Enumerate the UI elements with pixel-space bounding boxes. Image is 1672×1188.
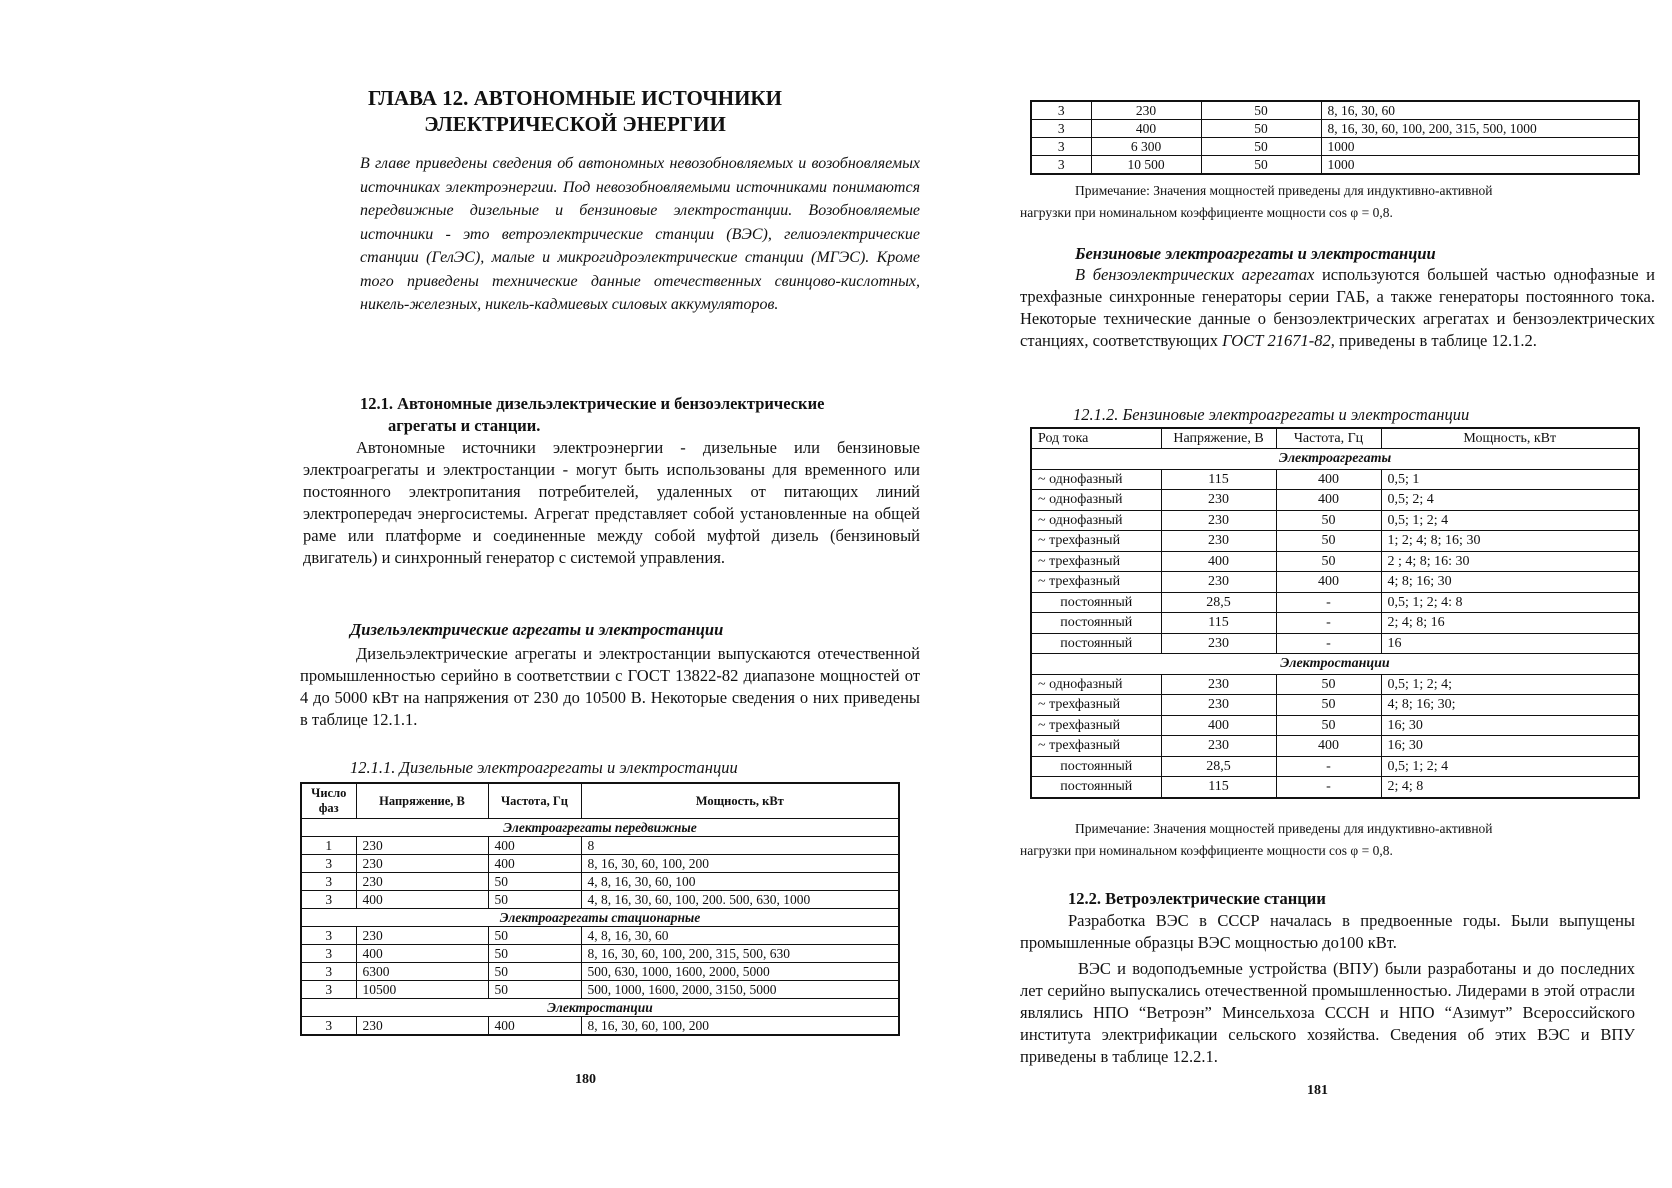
cell: - [1276,613,1381,634]
group-label: Электроагрегаты стационарные [301,909,899,927]
cell: 50 [1276,695,1381,716]
cell: 4; 8; 16; 30; [1381,695,1639,716]
table-row [301,873,899,891]
cell: ~ однофазный [1031,674,1161,695]
table-row [301,1017,899,1036]
cell: 3 [1031,120,1091,138]
cell: 50 [1201,156,1321,175]
table-row [301,927,899,945]
cell: 230 [1091,101,1201,120]
note-2-line1: Примечание: Значения мощностей приведены для индуктивно-активной [1075,821,1493,836]
chapter-title-line2: ЭЛЕКТРИЧЕСКОЙ ЭНЕРГИИ [424,112,726,136]
cell: 115 [1161,777,1276,798]
cell: 3 [301,963,356,981]
cell: - [1276,633,1381,654]
cell: 8, 16, 30, 60, 100, 200, 315, 500, 630 [581,945,899,963]
table-row [1031,756,1639,777]
cell: 4; 8; 16; 30 [1381,572,1639,593]
table-row [1031,551,1639,572]
cell: 50 [488,927,581,945]
group-row [1031,449,1639,470]
cell: 1; 2; 4; 8; 16; 30 [1381,531,1639,552]
cell: 50 [488,891,581,909]
petrol-text-end: приведены в таблице 12.1.2. [1334,331,1537,350]
chapter-intro: В главе приведены сведения об автономных невозобновляемых и возобновляемых источниках электроэнергии. Под невозобновляемыми источниками понимаются передвижные дизельные и бензиновые электростанции. Возобновляемые источники - это ветроэлектрические станции (ВЭС), гелиоэлектрические станции (ГелЭС), малые и микрогидроэлектрические станции (МГЭС). Кроме того приведены технические данные отечественных свинцово-кислотных, никель-железных, никель-кадмиевых силовых аккумуляторов. [360,155,920,313]
cell: 230 [356,873,488,891]
cell: 1000 [1321,138,1639,156]
section-12-1-heading [360,393,920,437]
cell: 0,5; 1 [1381,469,1639,490]
cell: 500, 1000, 1600, 2000, 3150, 5000 [581,981,899,999]
cell: 3 [301,855,356,873]
cell: 16; 30 [1381,736,1639,757]
cell: 400 [1091,120,1201,138]
cell: 115 [1161,469,1276,490]
cell: 50 [1201,120,1321,138]
diesel-subtitle: Дизельэлектрические агрегаты и электростанции [350,620,724,639]
cell: 50 [488,981,581,999]
cell: ~ однофазный [1031,469,1161,490]
table-12-1-2 [1030,427,1640,799]
cell: ~ трехфазный [1031,695,1161,716]
header-power: Мощность, кВт [1381,428,1639,449]
cell: - [1276,592,1381,613]
cell: 0,5; 1; 2; 4; [1381,674,1639,695]
cell: ~ трехфазный [1031,715,1161,736]
table-row [1031,120,1639,138]
section-12-1-title-line2: агрегаты и станции. [388,416,541,435]
cell: 3 [301,945,356,963]
cell: 500, 630, 1000, 1600, 2000, 5000 [581,963,899,981]
cell: 8, 16, 30, 60, 100, 200 [581,1017,899,1036]
cell: постоянный [1031,633,1161,654]
page-number-left: 180 [575,1072,596,1087]
cell: 2 ; 4; 8; 16: 30 [1381,551,1639,572]
cell: 230 [1161,695,1276,716]
cell: 28,5 [1161,756,1276,777]
cell: 400 [356,891,488,909]
cell: 6 300 [1091,138,1201,156]
table-header-row [301,783,899,819]
table-row [301,963,899,981]
table-header-row [1031,428,1639,449]
cell: 10 500 [1091,156,1201,175]
table-row [1031,138,1639,156]
table-row [1031,490,1639,511]
table-row [301,891,899,909]
cell: 400 [488,1017,581,1036]
group-row [301,999,899,1017]
cell: ~ трехфазный [1031,551,1161,572]
cell: ~ трехфазный [1031,736,1161,757]
table-note-1 [1020,180,1660,224]
cell: ~ однофазный [1031,490,1161,511]
petrol-text-gost: ГОСТ 21671-82, [1222,331,1335,350]
cell: 230 [1161,572,1276,593]
section-12-2-paragraph-2: ВЭС и водоподъемные устройства (ВПУ) были разработаны и до последних лет серийно выпускались отечественной промышленностью. Лидерами в этой отрасли являлись НПО “Ветроэн” Минсельхоза СССН и НПО “Азимут” Всероссийского института электрификации сельского хозяйства. Сведения об этих ВЭС и ВПУ приведены в таблице 12.2.1. [1020,959,1635,1066]
header-phases: Число фаз [301,783,356,819]
cell: 3 [301,981,356,999]
cell: ~ трехфазный [1031,531,1161,552]
cell: 230 [356,1017,488,1036]
note-1-line2: нагрузки при номинальном коэффициенте мощности cos φ = 0,8. [1020,205,1393,220]
cell: 50 [488,945,581,963]
petrol-text-lead: В бензоэлектрических агрегатах [1075,265,1315,284]
cell: 6300 [356,963,488,981]
cell: 230 [356,837,488,855]
cell: 3 [301,873,356,891]
cell: 4, 8, 16, 30, 60, 100, 200. 500, 630, 1000 [581,891,899,909]
cell: 230 [1161,490,1276,511]
table-row [1031,156,1639,175]
note-2-line2: нагрузки при номинальном коэффициенте мощности cos φ = 0,8. [1020,843,1393,858]
cell: 50 [1276,674,1381,695]
cell: 3 [1031,101,1091,120]
diesel-text: Дизельэлектрические агрегаты и электростанции выпускаются отечественной промышленностью серийно в соответствии с ГОСТ 13822-82 диапазоне мощностей от 4 до 5000 кВт на напряжения от 230 до 10500 В. Некоторые сведения о них приведены в таблице 12.1.1. [300,644,920,729]
table-row [301,837,899,855]
cell: 3 [1031,156,1091,175]
note-1-line1: Примечание: Значения мощностей приведены для индуктивно-активной [1075,183,1493,198]
group-label: Электростанции [1031,654,1639,675]
cell: 400 [1161,715,1276,736]
cell: 115 [1161,613,1276,634]
cell: - [1276,777,1381,798]
table-note-2 [1020,818,1660,862]
table-row [1031,613,1639,634]
cell: постоянный [1031,592,1161,613]
petrol-text [1020,264,1655,352]
cell: 50 [1276,531,1381,552]
chapter-title-line1: ГЛАВА 12. АВТОНОМНЫЕ ИСТОЧНИКИ [368,86,782,110]
table-row [301,981,899,999]
cell: 3 [301,1017,356,1036]
cell: 3 [301,891,356,909]
table-row [1031,674,1639,695]
cell: 230 [356,855,488,873]
cell: 50 [488,873,581,891]
group-row [301,909,899,927]
cell: 50 [488,963,581,981]
petrol-subtitle: Бензиновые электроагрегаты и электростанции [1075,244,1436,263]
cell: 0,5; 1; 2; 4: 8 [1381,592,1639,613]
section-12-1-title-line1: 12.1. Автономные дизельэлектрические и бензоэлектрические [360,394,825,413]
cell: 50 [1276,510,1381,531]
cell: 4, 8, 16, 30, 60 [581,927,899,945]
chapter-title [365,85,785,137]
cell: 230 [356,927,488,945]
cell: 28,5 [1161,592,1276,613]
cell: постоянный [1031,613,1161,634]
cell: 50 [1201,138,1321,156]
cell: постоянный [1031,756,1161,777]
table-12-1-2-caption: 12.1.2. Бензиновые электроагрегаты и электростанции [1073,405,1470,424]
petrol-text-rest: используются большей частью однофазные и трехфазные синхронные генераторы серии ГАБ, а также генераторы постоянного тока. Некоторые технические данные о бензоэлектрических агрегатах и бензоэлектрических станциях, соответствующих [1020,265,1655,350]
group-label: Электроагрегаты [1031,449,1639,470]
table-row [1031,101,1639,120]
cell: 2; 4; 8; 16 [1381,613,1639,634]
table-row [1031,531,1639,552]
header-power: Мощность, кВт [581,783,899,819]
cell: 400 [356,945,488,963]
group-row [301,819,899,837]
table-row [301,945,899,963]
header-voltage: Напряжение, В [1161,428,1276,449]
cell: 230 [1161,510,1276,531]
page-number-right: 181 [1307,1083,1328,1098]
table-row [1031,777,1639,798]
cell: 8 [581,837,899,855]
cell: 8, 16, 30, 60, 100, 200, 315, 500, 1000 [1321,120,1639,138]
table-row [1031,510,1639,531]
cell: 4, 8, 16, 30, 60, 100 [581,873,899,891]
table-12-1-1-continued [1030,100,1640,175]
cell: 50 [1276,715,1381,736]
cell: 1 [301,837,356,855]
cell: 8, 16, 30, 60, 100, 200 [581,855,899,873]
table-row [1031,572,1639,593]
header-current-type: Род тока [1031,428,1161,449]
table-row [1031,695,1639,716]
table-row [1031,633,1639,654]
group-row [1031,654,1639,675]
cell: 400 [488,855,581,873]
header-frequency: Частота, Гц [488,783,581,819]
cell: 10500 [356,981,488,999]
cell: постоянный [1031,777,1161,798]
cell: 3 [1031,138,1091,156]
cell: 400 [1276,490,1381,511]
table-row [1031,715,1639,736]
cell: 0,5; 2; 4 [1381,490,1639,511]
cell: 1000 [1321,156,1639,175]
table-12-1-1 [300,782,900,1036]
cell: 0,5; 1; 2; 4 [1381,756,1639,777]
cell: 400 [1276,572,1381,593]
header-voltage: Напряжение, В [356,783,488,819]
table-row [1031,736,1639,757]
cell: 2; 4; 8 [1381,777,1639,798]
cell: ~ однофазный [1031,510,1161,531]
section-12-2-heading: 12.2. Ветроэлектрические станции [1068,889,1326,908]
section-12-1-text: Автономные источники электроэнергии - дизельные или бензиновые электроагрегаты и электростанции - могут быть использованы для временного или постоянного электропитания потребителей, удаленных от питающих линий электропередач энергосистемы. Агрегат представляет собой установленные на общей раме или платформе и соединенные между собой муфтой дизель (бензиновый двигатель) и синхронный генератор с системой управления. [303,438,920,567]
cell: 230 [1161,674,1276,695]
cell: 8, 16, 30, 60 [1321,101,1639,120]
cell: - [1276,756,1381,777]
cell: 16; 30 [1381,715,1639,736]
cell: 50 [1276,551,1381,572]
cell: 0,5; 1; 2; 4 [1381,510,1639,531]
table-row [1031,469,1639,490]
group-label: Электростанции [301,999,899,1017]
table-row [1031,592,1639,613]
cell: 400 [1276,469,1381,490]
cell: 16 [1381,633,1639,654]
section-12-2-paragraph-1: Разработка ВЭС в СССР началась в предвоенные годы. Были выпущены промышленные образцы ВЭС мощностью до100 кВт. [1020,911,1635,952]
cell: 50 [1201,101,1321,120]
cell: ~ трехфазный [1031,572,1161,593]
cell: 230 [1161,633,1276,654]
cell: 400 [1161,551,1276,572]
table-12-1-1-caption: 12.1.1. Дизельные электроагрегаты и электростанции [350,758,738,777]
cell: 230 [1161,531,1276,552]
cell: 400 [488,837,581,855]
cell: 230 [1161,736,1276,757]
group-label: Электроагрегаты передвижные [301,819,899,837]
table-row [301,855,899,873]
header-frequency: Частота, Гц [1276,428,1381,449]
cell: 400 [1276,736,1381,757]
cell: 3 [301,927,356,945]
